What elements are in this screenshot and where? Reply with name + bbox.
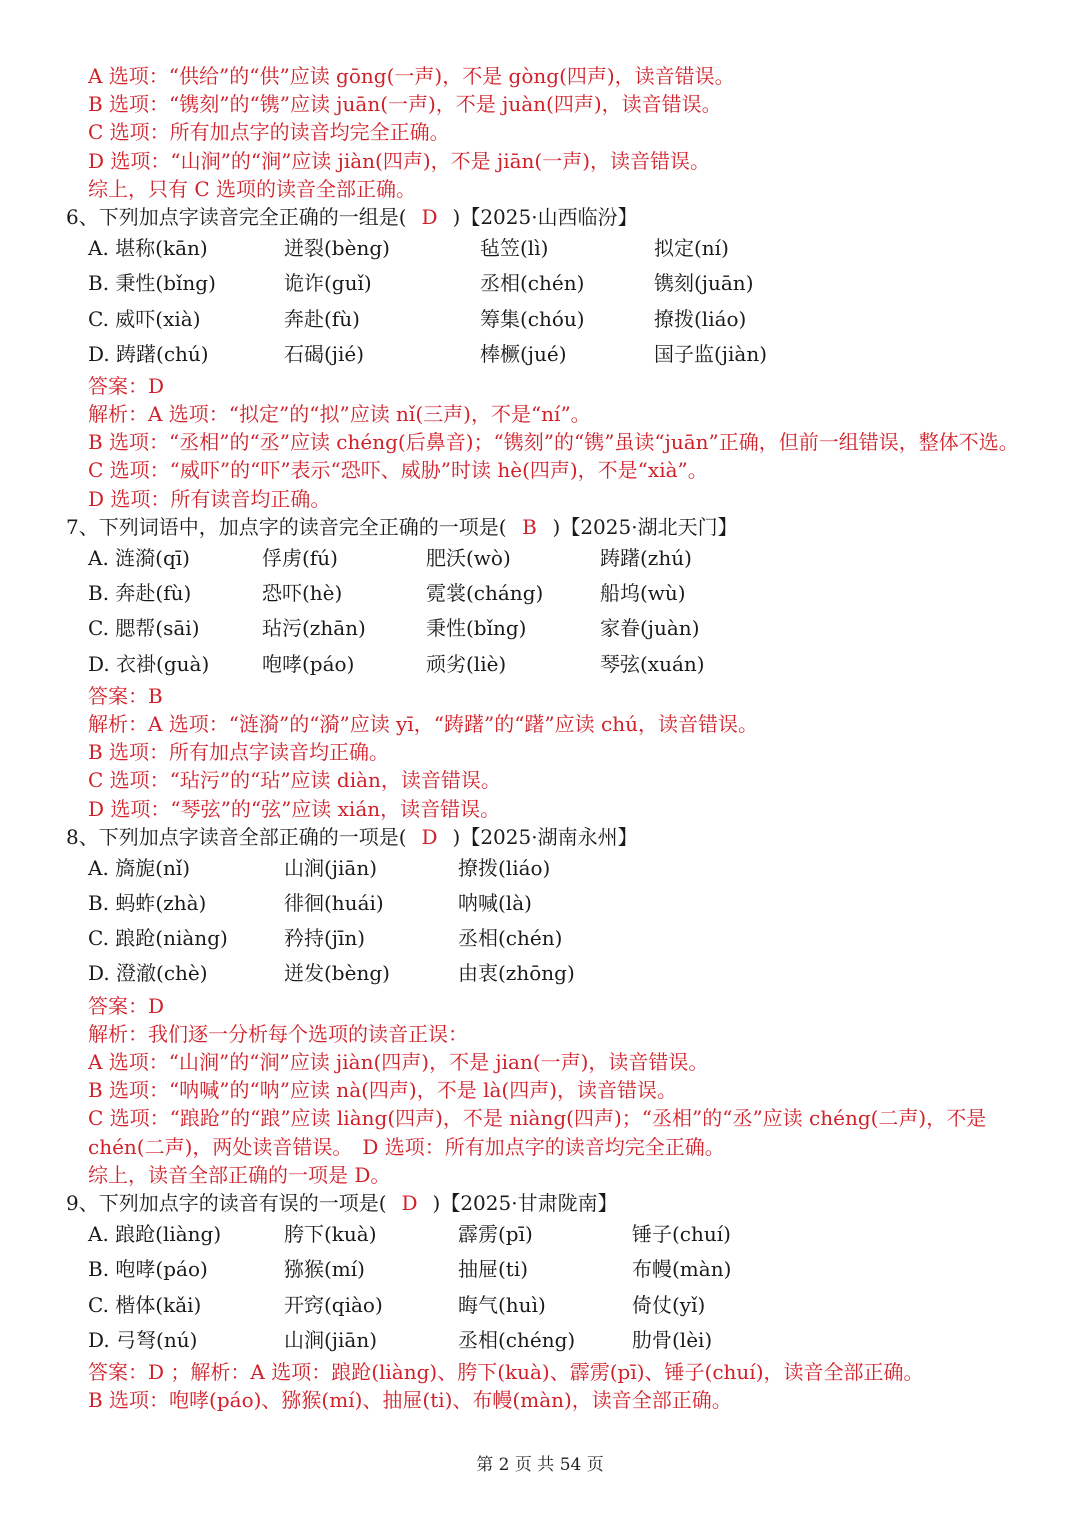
- option-cell: 诡诈(guǐ): [284, 271, 372, 296]
- option-cell: 玷污(zhān): [262, 616, 366, 641]
- option-row: [0, 921, 1080, 956]
- option-cell: 丞相(chéng): [458, 1327, 576, 1352]
- question-stem: [0, 203, 1080, 231]
- analysis-line: 解析：A 选项：“涟漪”的“漪”应读 yī，“踌躇”的“躇”应读 chú，读音错误。: [88, 711, 758, 736]
- option-cell: 山涧(jiān): [284, 1327, 378, 1352]
- analysis-line: 答案：B: [88, 683, 163, 708]
- option-cell: B. 秉性(bǐng): [88, 271, 216, 296]
- analysis-line: D 选项：“琴弦”的“弦”应读 xián，读音错误。: [88, 796, 501, 821]
- option-cell: 棒橛(jué): [480, 341, 567, 366]
- question-text: 8、下列加点字读音全部正确的一项是(: [66, 824, 407, 849]
- option-cell: 迸发(bèng): [284, 961, 390, 986]
- option-cell: 踌躇(zhú): [600, 546, 692, 571]
- option-cell: 恐吓(hè): [262, 581, 343, 606]
- analysis-line: 答案：D: [88, 993, 165, 1018]
- option-cell: 毡笠(lì): [480, 236, 549, 261]
- option-cell: D. 踌躇(chú): [88, 341, 209, 366]
- option-row: [0, 886, 1080, 921]
- option-cell: D. 衣褂(guà): [88, 651, 210, 676]
- option-row: [0, 851, 1080, 886]
- analysis-line: C 选项：“威吓”的“吓”表示“恐吓、威胁”时读 hè(四声)，不是“xià”。: [88, 458, 708, 483]
- option-cell: B. 蚂蚱(zhà): [88, 891, 207, 916]
- option-cell: A. 旖旎(nǐ): [88, 855, 191, 880]
- option-cell: D. 弓弩(nú): [88, 1327, 198, 1352]
- analysis-line: 综上，只有 C 选项的读音全部正确。: [88, 176, 417, 201]
- page-footer: 第 2 页 共 54 页: [476, 1455, 604, 1475]
- option-cell: 丞相(chén): [458, 926, 563, 951]
- option-cell: 猕猴(mí): [284, 1257, 365, 1282]
- option-row: [0, 266, 1080, 301]
- option-row: [0, 956, 1080, 991]
- option-cell: 肋骨(lèi): [632, 1327, 713, 1352]
- option-cell: 徘徊(huái): [284, 891, 384, 916]
- option-cell: 晦气(huì): [458, 1292, 546, 1317]
- option-row: [0, 576, 1080, 611]
- option-cell: 胯下(kuà): [284, 1222, 377, 1247]
- question-source: )【2025·甘肃陇南】: [432, 1190, 618, 1215]
- analysis-line: A 选项：“供给”的“供”应读 gōng(一声)，不是 gòng(四声)，读音错误。: [88, 64, 735, 88]
- option-cell: 拟定(ní): [654, 236, 729, 261]
- analysis-line: 解析：我们逐一分析每个选项的读音正误：: [88, 1021, 468, 1046]
- option-cell: D. 澄澈(chè): [88, 961, 208, 986]
- option-row: [0, 302, 1080, 337]
- answer-letter: D: [421, 824, 438, 849]
- analysis-line: 解析：A 选项：“拟定”的“拟”应读 nǐ(三声)，不是“ní”。: [88, 402, 591, 427]
- option-cell: 镌刻(juān): [654, 271, 754, 296]
- option-cell: 奔赴(fù): [284, 306, 360, 331]
- option-cell: A. 堪称(kān): [88, 236, 208, 261]
- option-cell: 顽劣(liè): [426, 651, 507, 676]
- document-page: [0, 62, 1080, 1414]
- option-cell: 矜持(jīn): [284, 926, 366, 951]
- option-row: [0, 611, 1080, 646]
- option-cell: C. 楷体(kǎi): [88, 1292, 202, 1317]
- option-row: [0, 1252, 1080, 1287]
- option-cell: 布幔(màn): [632, 1257, 732, 1282]
- answer-letter: B: [522, 514, 537, 539]
- analysis-line: D 选项：“山涧”的“涧”应读 jiàn(四声)，不是 jiān(一声)，读音错误。: [88, 148, 711, 173]
- option-row: [0, 337, 1080, 372]
- option-cell: B. 咆哮(páo): [88, 1257, 208, 1282]
- option-cell: 霹雳(pī): [458, 1222, 533, 1247]
- question-stem: [0, 823, 1080, 851]
- option-cell: 筹集(chóu): [480, 306, 585, 331]
- option-row: [0, 231, 1080, 266]
- option-cell: C. 威吓(xià): [88, 306, 201, 331]
- option-cell: 倚仗(yǐ): [632, 1292, 706, 1317]
- analysis-line: B 选项：“呐喊”的“呐”应读 nà(四声)，不是 là(四声)，读音错误。: [88, 1078, 678, 1103]
- question-source: )【2025·湖北天门】: [552, 514, 738, 539]
- analysis-line: B 选项：“镌刻”的“镌”应读 juān(一声)，不是 juàn(四声)，读音错误。: [88, 92, 722, 117]
- analysis-line: B 选项：所有加点字读音均正确。: [88, 740, 390, 765]
- option-cell: 迸裂(bèng): [284, 236, 390, 261]
- option-cell: 锤子(chuí): [632, 1222, 731, 1247]
- option-cell: 石碣(jié): [284, 341, 365, 366]
- question-stem: [0, 1189, 1080, 1217]
- analysis-line: 答案：D: [88, 373, 165, 398]
- option-cell: 船坞(wù): [600, 581, 686, 606]
- analysis-line: C 选项：所有加点字的读音均完全正确。: [88, 120, 450, 145]
- option-cell: A. 踉跄(liàng): [88, 1222, 222, 1247]
- option-cell: 肥沃(wò): [426, 546, 511, 571]
- option-cell: 家眷(juàn): [600, 616, 700, 641]
- option-cell: B. 奔赴(fù): [88, 581, 192, 606]
- option-row: [0, 1323, 1080, 1358]
- option-cell: 咆哮(páo): [262, 651, 355, 676]
- option-cell: 俘虏(fú): [262, 546, 338, 571]
- analysis-line: D 选项：所有读音均正确。: [88, 486, 331, 511]
- question-source: )【2025·湖南永州】: [452, 824, 638, 849]
- option-cell: A. 涟漪(qī): [88, 546, 190, 571]
- question-text: 7、下列词语中，加点字的读音完全正确的一项是(: [66, 514, 507, 539]
- answer-letter: D: [401, 1190, 418, 1215]
- answer-letter: D: [421, 204, 438, 229]
- option-row: [0, 541, 1080, 576]
- option-cell: 开窍(qiào): [284, 1292, 383, 1317]
- analysis-line: C 选项：“玷污”的“玷”应读 diàn，读音错误。: [88, 768, 501, 793]
- option-cell: 琴弦(xuán): [600, 651, 705, 676]
- analysis-line: 答案：D ；解析：A 选项：踉跄(liàng)、胯下(kuà)、霹雳(pī)、锤子(chuí)，读音全部正确。: [88, 1359, 924, 1384]
- option-cell: 山涧(jiān): [284, 855, 378, 880]
- option-cell: C. 踉跄(niàng): [88, 926, 228, 951]
- option-cell: 国子监(jiàn): [654, 341, 768, 366]
- question-text: 9、下列加点字的读音有误的一项是(: [66, 1190, 387, 1215]
- option-cell: 丞相(chén): [480, 271, 585, 296]
- question-text: 6、下列加点字读音完全正确的一组是(: [66, 204, 407, 229]
- option-cell: 霓裳(cháng): [426, 581, 544, 606]
- option-row: [0, 647, 1080, 682]
- analysis-line: B 选项：“丞相”的“丞”应读 chéng(后鼻音)；“镌刻”的“镌”虽读“juān”正确，但前一组错误，整体不选。: [88, 430, 1019, 455]
- option-cell: 由衷(zhōng): [458, 961, 575, 986]
- option-cell: 撩拨(liáo): [654, 306, 747, 331]
- analysis-line: A 选项：“山涧”的“涧”应读 jiàn(四声)，不是 jian(一声)，读音错误。: [88, 1050, 709, 1075]
- option-cell: 呐喊(là): [458, 891, 532, 916]
- question-source: )【2025·山西临汾】: [452, 204, 638, 229]
- analysis-line: 综上，读音全部正确的一项是 D。: [88, 1162, 391, 1187]
- analysis-line: B 选项：咆哮(páo)、猕猴(mí)、抽屉(ti)、布幔(màn)，读音全部正确。: [88, 1388, 732, 1413]
- option-cell: 抽屉(ti): [458, 1257, 529, 1282]
- option-row: [0, 1217, 1080, 1252]
- question-stem: [0, 513, 1080, 541]
- analysis-line: C 选项：“踉跄”的“踉”应读 liàng(四声)，不是 niàng(四声)；“丞相”的“丞”应读 chéng(二声)，不是 chén(二声)，两处读音错误。 D 选项：所有加点字的读音均完全正确。: [88, 1106, 987, 1159]
- option-cell: C. 腮帮(sāi): [88, 616, 200, 641]
- option-cell: 秉性(bǐng): [426, 616, 527, 641]
- option-cell: 撩拨(liáo): [458, 855, 551, 880]
- option-row: [0, 1288, 1080, 1323]
